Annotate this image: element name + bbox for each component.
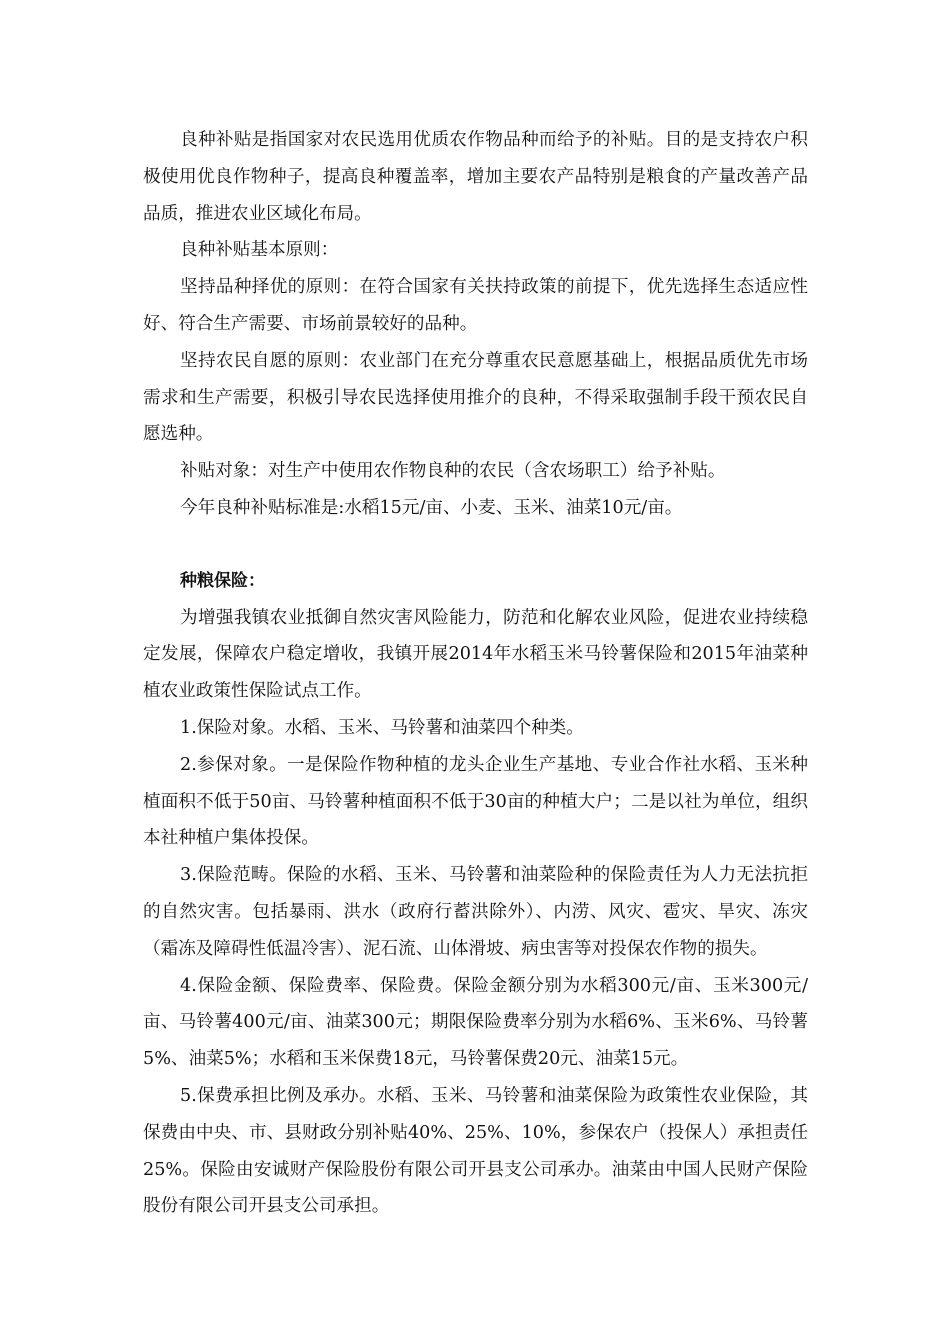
document-body (143, 122, 808, 1225)
principle-quality-paragraph: 坚持品种择优的原则：在符合国家有关扶持政策的前提下，优先选择生态适应性好、符合生产需要、市场前景较好的品种。 (143, 277, 808, 334)
principles-title: 良种补贴基本原则： (180, 240, 339, 261)
insurance-item-3: 3.保险范畴。保险的水稻、玉米、马铃薯和油菜险种的保险责任为人力无法抗拒的自然灾害。包括暴雨、洪水（政府行蓄洪除外）、内涝、风灾、雹灾、旱灾、冻灾（霜冻及障碍性低温冷害）、泥石流、山体滑坡、病虫害等对投保农作物的损失。 (143, 865, 808, 959)
insurance-item-5: 5.保费承担比例及承办。水稻、玉米、马铃薯和油菜保险为政策性农业保险，其保费由中央、市、县财政分别补贴40%、25%、10%，参保农户（投保人）承担责任25%。保险由安诚财产保险股份有限公司开县支公司承办。油菜由中国人民财产保险股份有限公司开县支公司承担。 (143, 1085, 808, 1217)
subsidy-standard-paragraph: 今年良种补贴标准是:水稻15元/亩、小麦、玉米、油菜10元/亩。 (180, 497, 683, 518)
insurance-intro-paragraph: 为增强我镇农业抵御自然灾害风险能力，防范和化解农业风险，促进农业持续稳定发展，保障农户稳定增收，我镇开展2014年水稻玉米马铃薯保险和2015年油菜种植农业政策性保险试点工作。 (143, 607, 808, 702)
subsidy-intro-paragraph: 良种补贴是指国家对农民选用优质农作物品种而给予的补贴。目的是支持农户积极使用优良作物种子，提高良种覆盖率，增加主要农产品特别是粮食的产量改善产品品质，推进农业区域化布局。 (143, 130, 808, 224)
insurance-heading: 种粮保险： (180, 570, 265, 591)
insurance-item-4: 4.保险金额、保险费率、保险费。保险金额分别为水稻300元/亩、玉米300元/亩、马铃薯400元/亩、油菜300元；期限保险费率分别为水稻6%、玉米6%、马铃薯5%、油菜5%；水稻和玉米保费18元，马铃薯保费20元、油菜15元。 (143, 975, 808, 1070)
insurance-item-1: 1.保险对象。水稻、玉米、马铃薯和油菜四个种类。 (180, 717, 584, 738)
subsidy-target-paragraph: 补贴对象：对生产中使用农作物良种的农民（含农场职工）给予补贴。 (180, 461, 726, 482)
principle-voluntary-paragraph: 坚持农民自愿的原则：农业部门在充分尊重农民意愿基础上，根据品质优先市场需求和生产需要，积极引导农民选择使用推介的良种，不得采取强制手段干预农民自愿选种。 (143, 350, 808, 445)
insurance-item-2: 2.参保对象。一是保险作物种植的龙头企业生产基地、专业合作社水稻、玉米种植面积不低于50亩、马铃薯种植面积不低于30亩的种植大户；二是以社为单位，组织本社种植户集体投保。 (143, 754, 808, 849)
section-spacer (143, 527, 808, 563)
